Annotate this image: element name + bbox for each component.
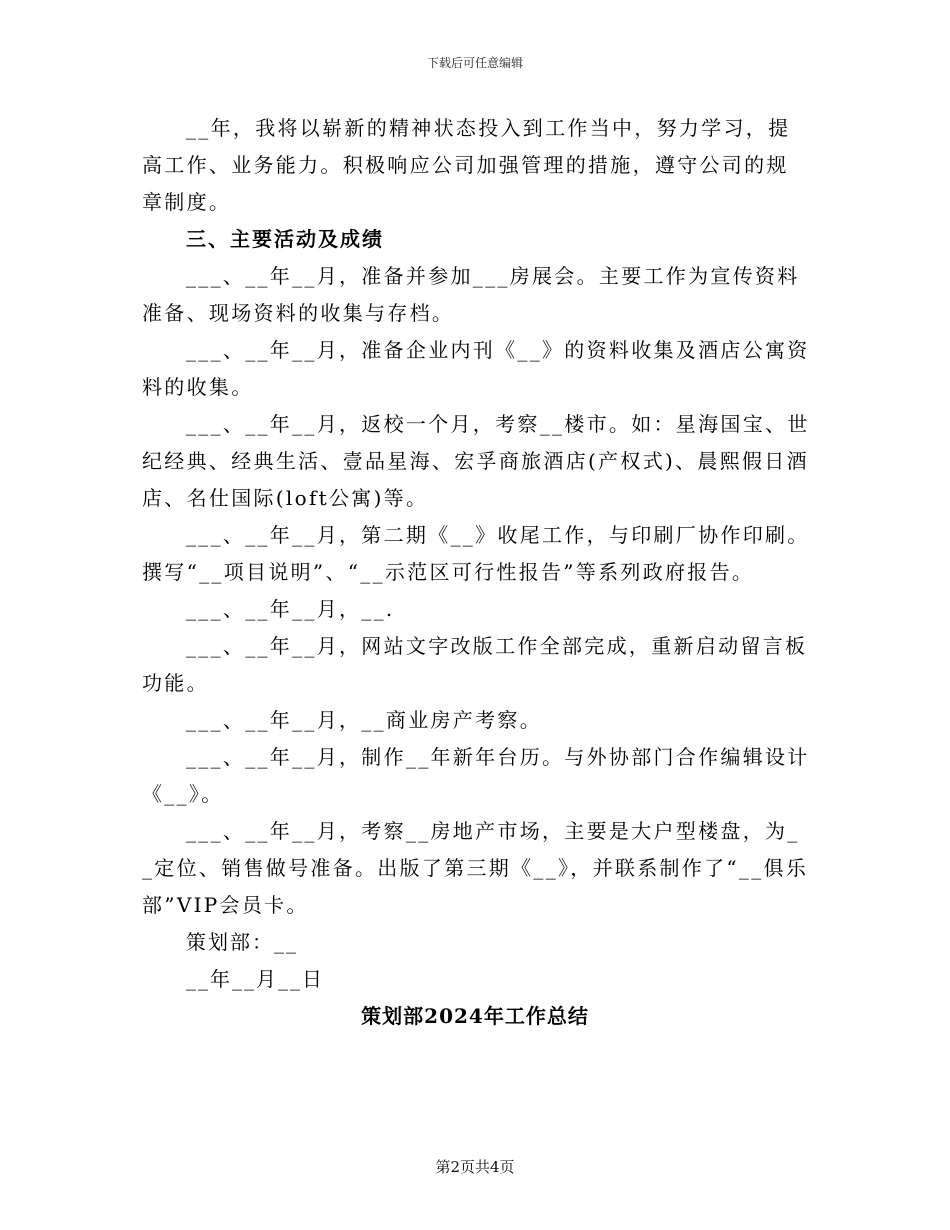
section-heading: 三、主要活动及成绩 — [186, 227, 384, 251]
paragraph-intro: __年，我将以崭新的精神状态投入到工作当中，努力学习，提高工作、业务能力。积极响应公司加强管理的措施，遵守公司的规章制度。 — [142, 116, 791, 214]
activity-item: ___、__年__月，返校一个月，考察__楼市。如：星海国宝、世纪经典、经典生活、壹品星海、宏孚商旅酒店(产权式)、晨熙假日酒店、名仕国际(loft公寓)等。 — [142, 412, 810, 510]
activity-item: ___、__年__月，制作__年新年台历。与外协部门合作编辑设计《__》。 — [142, 745, 810, 806]
activity-item: ___、__年__月，__. — [186, 597, 395, 621]
activity-item: ___、__年__月，准备企业内刊《__》的资料收集及酒店公寓资料的收集。 — [142, 338, 810, 399]
activity-item: ___、__年__月，准备并参加___房展会。主要工作为宣传资料准备、现场资料的收集与存档。 — [142, 264, 800, 325]
document-body — [142, 110, 810, 998]
activity-item: ___、__年__月，网站文字改版工作全部完成，重新启动留言板功能。 — [142, 634, 808, 695]
activity-item: ___、__年__月，__商业房产考察。 — [186, 708, 542, 732]
activity-item: ___、__年__月，考察__房地产市场，主要是大户型楼盘，为__定位、销售做号准备。出版了第三期《__》，并联系制作了“__俱乐部”VIP会员卡。 — [142, 819, 809, 917]
page-indicator: 第2页共4页 — [435, 1158, 515, 1176]
header-note: 下载后可任意编辑 — [426, 56, 523, 70]
next-document-title: 策划部2024年工作总结 — [361, 1004, 589, 1028]
activity-item: ___、__年__月，第二期《__》收尾工作，与印刷厂协作印刷。撰写“__项目说明”、“__示范区可行性报告”等系列政府报告。 — [142, 523, 810, 584]
signature-date: __年__月__日 — [186, 967, 324, 991]
signature-department: 策划部：__ — [186, 930, 298, 954]
